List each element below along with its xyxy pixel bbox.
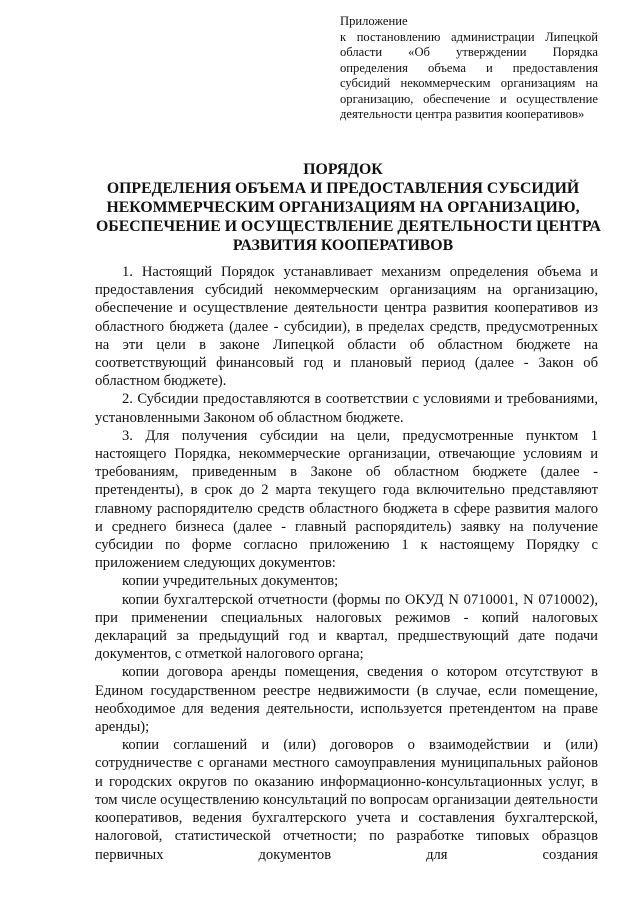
paragraph-1: 1. Настоящий Порядок устанавливает механизм определения объема и предоставления субсидий некоммерческим организациям на организацию, обеспечение и осуществление деятельности центра развития кооперативов из областного бюджета (далее - субсидии), в пределах средств, предусмотренных на эти цели в законе Липецкой области об областном бюджете на соответствующий финансовый год и плановый период (далее - Закон об областном бюджете). xyxy=(95,264,598,390)
list-item-accounting-reports: копии бухгалтерской отчетности (формы по ОКУД N 0710001, N 0710002), при применении специальных налоговых режимов - копий налоговых деклараций за предыдущий год и квартал, предшествующий дате подачи документов, с отметкой налогового органа; xyxy=(95,591,598,663)
title-line-2: ОПРЕДЕЛЕНИЯ ОБЪЕМА И ПРЕДОСТАВЛЕНИЯ СУБСИДИЙ xyxy=(106,180,580,197)
title-line-5: РАЗВИТИЯ КООПЕРАТИВОВ xyxy=(232,237,454,254)
list-item-cooperation-agreements: копии соглашений и (или) договоров о взаимодействии и (или) сотрудничестве с органами местного самоуправления муниципальных районов и городских округов по оказанию информационно-консультационных услуг, в том числе осуществлению консультаций по вопросам организации деятельности кооперативов, ведения бухгалтерского учета и составления бухгалтерской, налоговой, статистической отчетности; по разработке типовых образцов первичных документов для создания xyxy=(95,737,598,863)
title-line-1: ПОРЯДОК xyxy=(303,161,383,178)
title-line-4: ОБЕСПЕЧЕНИЕ И ОСУЩЕСТВЛЕНИЕ ДЕЯТЕЛЬНОСТИ ЦЕНТРА xyxy=(96,218,601,235)
list-item-lease-agreement: копии договора аренды помещения, сведения о котором отсутствуют в Едином государственном реестре недвижимости (в случае, если помещение, необходимое для ведения деятельности, используется претендентом на праве аренды); xyxy=(95,664,598,736)
document-body xyxy=(95,263,598,864)
document-title xyxy=(96,160,601,255)
appendix-label: Приложение xyxy=(340,14,408,28)
appendix-text: к постановлению администрации Липецкой области «Об утверждении Порядка определения объема и предоставления субсидий некоммерческим организациям на организацию, обеспечение и осуществление деятельности центра развития кооперативов» xyxy=(340,29,598,121)
paragraph-2: 2. Субсидии предоставляются в соответствии с условиями и требованиями, установленными Законом об областном бюджете. xyxy=(95,391,598,426)
paragraph-3: 3. Для получения субсидии на цели, предусмотренные пунктом 1 настоящего Порядка, некоммерческие организации, отвечающие условиям и требованиям, приведенным в Законе об областном бюджете (далее - претенденты), в срок до 2 марта текущего года включительно представляют главному распорядителю средств областного бюджета в сфере развития малого и среднего бизнеса (далее - главный распорядитель) заявку на получение субсидии по форме согласно приложению 1 к настоящему Порядку с приложением следующих документов: xyxy=(95,427,598,572)
title-line-3: НЕКОММЕРЧЕСКИМ ОРГАНИЗАЦИЯМ НА ОРГАНИЗАЦИЮ, xyxy=(106,199,580,216)
list-item-founding-docs: копии учредительных документов; xyxy=(122,573,339,590)
appendix-block xyxy=(340,14,598,123)
